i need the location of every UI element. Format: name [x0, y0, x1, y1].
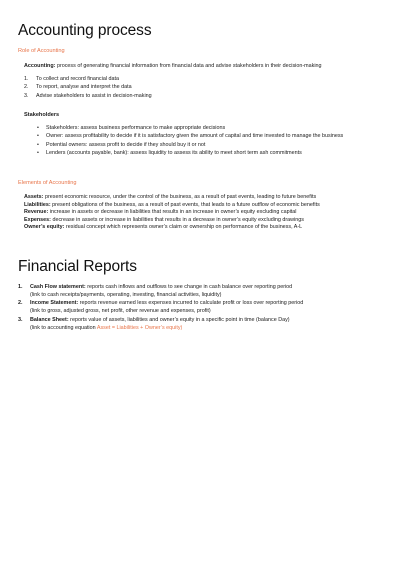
stakeholders-list: [34, 125, 380, 159]
stakeholders-heading: Stakeholders: [24, 112, 60, 118]
list-item: 2. Income Statement: reports revenue earned less expenses incurred to calculate profit or loss over reporting period (link to gross, adjusted gross, net profit, other revenue and expenses, profit): [18, 300, 304, 315]
definition-term: Accounting:: [24, 63, 56, 69]
section-label-elements: Elements of Accounting: [18, 180, 77, 186]
list-item: 3. Balance Sheet: reports value of assets, liabilities and owner’s equity in a specific point in time (balance Day) (link to accounting equation Asset = Liabilities + Owner’s equity): [18, 316, 290, 331]
financial-reports-title: Financial Reports: [18, 258, 137, 275]
section-label-role: Role of Accounting: [18, 48, 65, 54]
accounting-steps: [24, 75, 364, 100]
list-item: • Owner: assess profitability to decide if it is satisfactory given the amount of capital and time invested to manage the business: [37, 133, 344, 140]
definition-owners-equity: Owner’s equity: residual concept which represents owner’s claim or ownership on performance of the business, A-L: [24, 224, 303, 231]
page-title: Accounting process: [18, 22, 152, 39]
definition-expenses: Expenses: decrease in assets or increase in liabilities that results in a decrease in owner’s equity excluding drawings: [24, 216, 304, 223]
definition-liabilities: Liabilities: present obligations of the business, as a result of past events, that leads to a future outflow of economic benefits: [24, 201, 320, 208]
list-item: 2. To report, analyse and interpret the data: [24, 84, 132, 91]
definition-assets: Assets: present economic resource, under the control of the business, as a result of past events, leading to future benefits: [24, 194, 317, 200]
list-item: • Potential owners: assess profit to decide if they should buy it or not: [37, 141, 206, 148]
financial-reports-list: [18, 284, 384, 333]
elements-definitions: [24, 194, 384, 232]
definition-text: process of generating financial information from financial data and advise stakeholders in their decision-making: [55, 63, 322, 69]
list-item: • Stakeholders: assess business performance to make appropriate decisions: [37, 125, 226, 131]
list-item: 1. To collect and record financial data: [24, 76, 120, 82]
definition-revenue: Revenue: increase in assets or decrease in liabilities that results in an increase in owner’s equity excluding capital: [24, 209, 297, 216]
list-item: • Lenders (accounts payable, bank): assess liquidity to assess its ability to meet short term ash commitments: [37, 150, 302, 157]
list-item: 3. Advise stakeholders to assist in decision-making: [24, 92, 152, 99]
accounting-definition: [24, 63, 384, 71]
list-item: 1. Cash Flow statement: reports cash inflows and outflows to see change in cash balance over reporting period (link to cash receipts/payments, operating, investing, financial activities, liquidity): [18, 284, 293, 298]
